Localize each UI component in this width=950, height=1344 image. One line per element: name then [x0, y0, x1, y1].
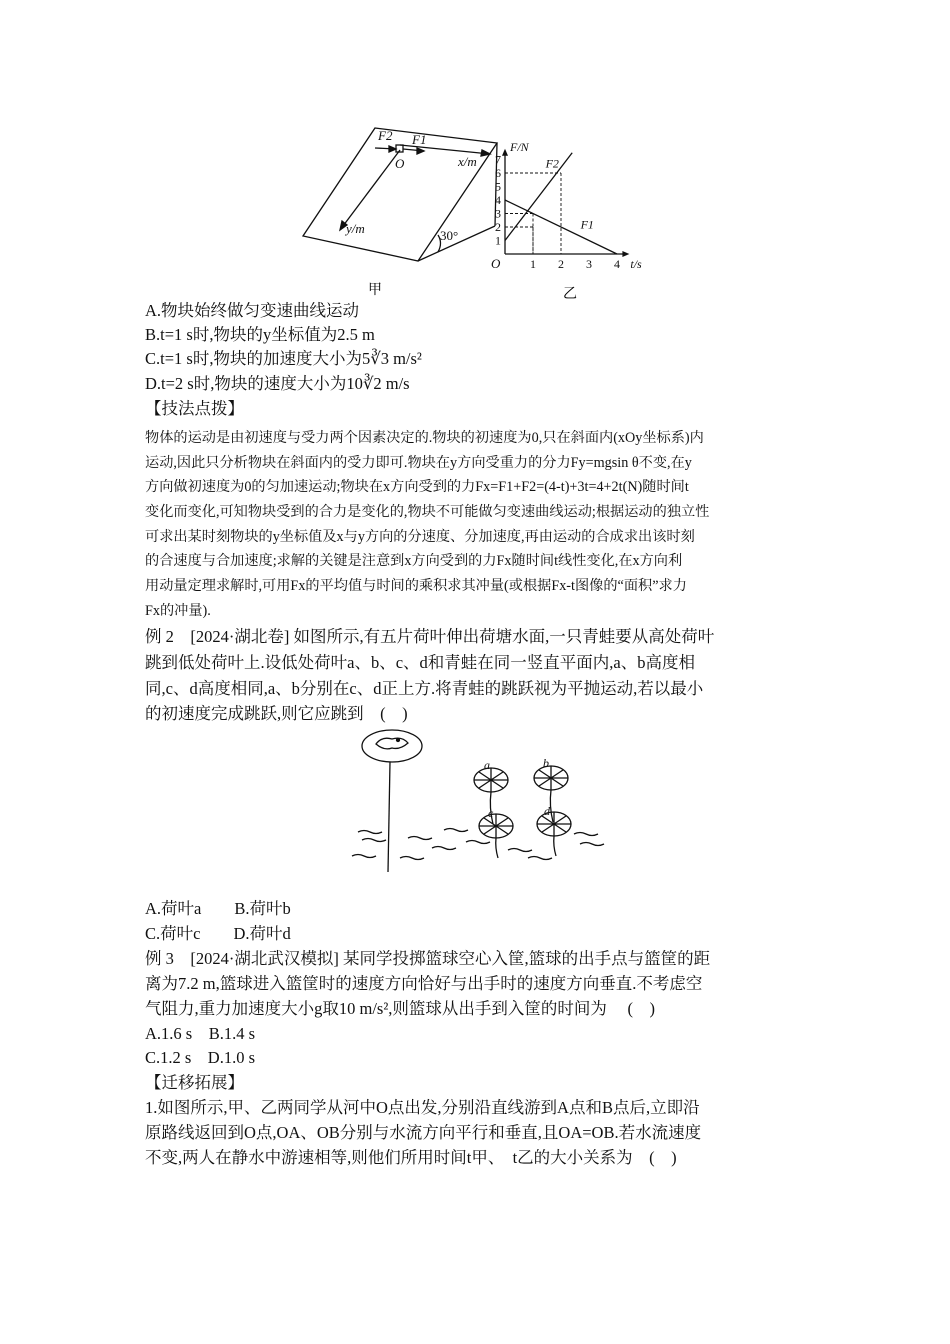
y-axis-arrow — [340, 150, 400, 230]
x-tick-label: 4 — [614, 257, 620, 271]
caption-jia: 甲 — [368, 283, 382, 298]
y-tick-label: 1 — [495, 233, 501, 248]
example3-line: 例 3 [2024·湖北武汉模拟] 某同学投掷篮球空心入筐,篮球的出手点与篮筐的距 — [145, 949, 711, 968]
option-b-1: B.t=1 s时,物块的y坐标值为2.5 m — [145, 325, 375, 344]
label-b: b — [543, 756, 549, 770]
tip-line: 物体的运动是由初速度与受力两个因素决定的.物块的初速度为0,只在斜面内(xOy坐标系)内 — [145, 430, 704, 446]
label-f1: F1 — [412, 132, 427, 147]
option-d-1: D.t=2 s时,物块的速度大小为10∛2 m/s — [145, 374, 410, 393]
example3-options-cd: C.1.2 s D.1.0 s — [145, 1048, 256, 1067]
label-f2: F2 — [378, 128, 393, 143]
tip-line: Fx的冲量). — [145, 603, 211, 619]
label-y-axis: y/m — [346, 221, 365, 236]
frog-eye — [397, 739, 400, 742]
high-stem — [388, 762, 390, 872]
ft-chart — [491, 140, 642, 271]
label-c: c — [488, 806, 494, 820]
label-x-axis: x/m — [458, 154, 477, 169]
chart-origin-label: O — [491, 256, 501, 271]
y-tick-label: 4 — [495, 193, 501, 207]
label-a: a — [484, 758, 490, 772]
tip-line: 变化而变化,可知物块受到的合力是变化的,物块不可能做匀变速曲线运动;根据运动的独立性 — [145, 504, 710, 520]
x-axis-arrowhead — [622, 251, 629, 257]
example2-line: 的初速度完成跳跃,则它应跳到 ( ) — [145, 704, 408, 723]
y-axis-arrowhead — [502, 149, 508, 156]
lotus-figure — [348, 726, 608, 878]
transfer-line: 1.如图所示,甲、乙两同学从河中O点出发,分别沿直线游到A点和B点后,立即沿 — [145, 1098, 700, 1117]
tip-line: 方向做初速度为0的匀加速运动;物块在x方向受到的力Fx=F1+F2=(4-t)+3t=4+2t(N)随时间t — [145, 479, 689, 495]
chart-xlabel: t/s — [630, 257, 642, 271]
f2-arrowhead — [389, 146, 396, 152]
y-tick-label: 5 — [495, 179, 501, 194]
transfer-line: 不变,两人在静水中游速相等,则他们所用时间t甲、 t乙的大小关系为 ( ) — [145, 1148, 677, 1167]
transfer-line: 原路线返回到O点,OA、OB分别与水流方向平行和垂直,且OA=OB.若水流速度 — [145, 1123, 702, 1142]
example2-line: 跳到低处荷叶上.设低处荷叶a、b、c、d和青蛙在同一竖直平面内,a、b高度相 — [145, 653, 695, 672]
x-tick-label: 2 — [558, 257, 564, 271]
example3-line: 离为7.2 m,篮球进入篮筐时的速度方向恰好与出手时的速度方向垂直.不考虑空 — [145, 974, 703, 993]
figure-1 — [290, 118, 660, 300]
f1-arrowhead — [417, 148, 424, 154]
frog-icon — [376, 738, 408, 749]
example3-options-ab: A.1.6 s B.1.4 s — [145, 1024, 256, 1043]
tip-line: 运动,因此只分析物块在斜面内的受力即可.物块在y方向受重力的分力Fy=mgsin θ不变,在y — [145, 455, 692, 471]
y-tick-label: 7 — [495, 152, 501, 167]
tip-line: 用动量定理求解时,可用Fx的平均值与时间的乘积求其冲量(或根据Fx-t图像的“面积”求力 — [145, 578, 687, 594]
series-label-f1: F1 — [580, 217, 594, 232]
example2-options-ab: A.荷叶a B.荷叶b — [145, 899, 291, 918]
y-tick-label: 2 — [495, 220, 501, 234]
label-angle: 30° — [440, 228, 459, 243]
incline-surface — [303, 128, 497, 261]
x-tick-label: 1 — [530, 257, 536, 271]
chart-ylabel: F/N — [510, 139, 529, 154]
transfer-heading: 【迁移拓展】 — [145, 1073, 244, 1092]
series-label-f2: F2 — [545, 156, 559, 171]
x-tick-label: 3 — [586, 257, 592, 271]
caption-yi: 乙 — [563, 287, 577, 300]
tip-line: 的合速度与合加速度;求解的关键是注意到x方向受到的力Fx随时间t线性变化,在x方向利 — [145, 553, 683, 569]
leaf-d — [537, 812, 571, 856]
tip-heading: 【技法点拨】 — [145, 399, 244, 418]
example2-line: 例 2 [2024·湖北卷] 如图所示,有五片荷叶伸出荷塘水面,一只青蛙要从高处荷叶 — [145, 627, 715, 646]
example2-options-cd: C.荷叶c D.荷叶d — [145, 924, 291, 943]
incline-panel — [303, 128, 497, 261]
option-c-1: C.t=1 s时,物块的加速度大小为5∛3 m/s² — [145, 349, 422, 368]
option-a-1: A.物块始终做匀变速曲线运动 — [145, 301, 360, 320]
y-tick-label: 3 — [495, 206, 501, 221]
example2-line: 同,c、d高度相同,a、b分别在c、d正上方.将青蛙的跳跃视为平抛运动,若以最小 — [145, 679, 704, 698]
label-origin: O — [395, 156, 405, 171]
example3-line: 气阻力,重力加速度大小g取10 m/s²,则篮球从出手到入筐的时间为 ( ) — [145, 999, 656, 1018]
tip-line: 可求出某时刻物块的y坐标值及x与y方向的分速度、分加速度,再由运动的合成求出该时刻 — [145, 529, 695, 545]
y-tick-label: 6 — [495, 166, 501, 180]
label-d: d — [544, 804, 550, 818]
leaf-c — [479, 814, 513, 858]
